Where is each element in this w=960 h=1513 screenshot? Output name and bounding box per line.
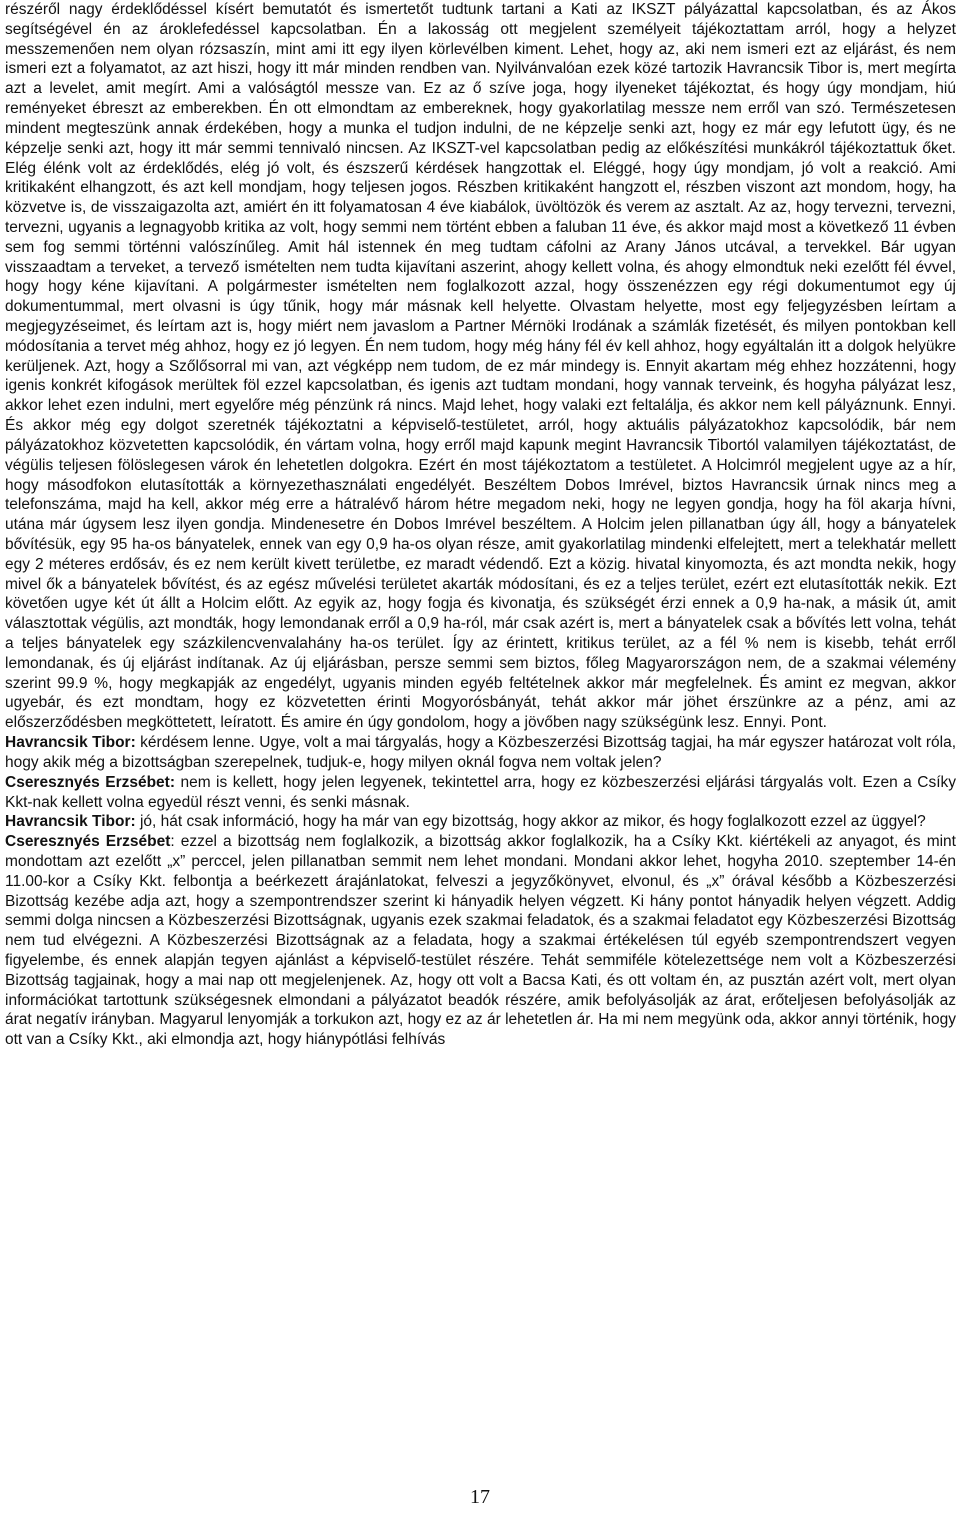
document-page xyxy=(5,0,956,1050)
speaker-name: Cseresznyés Erzsébet: xyxy=(5,773,176,791)
paragraph-cseresznyes-answer xyxy=(5,773,956,813)
speaker-name: Cseresznyés Erzsébet xyxy=(5,833,171,851)
paragraph-text: : ezzel a bizottság nem foglalkozik, a bizottság akkor foglalkozik, ha a Csíky Kkt. kiértékeli az anyagot, és mint mondottam azt ezelőtt „x” perccel, jelen pillanatban semmit nem lehet mondani. Mondani akkor lehet, hogyha 2010. szeptember 14-én 11.00-kor a Csíky Kkt. felbontja a beérkezett árajánlatokat, felveszi a jegyzőkönyvet, elvonul, és „x” órával később a Közbeszerzési Bizottság kezébe adja azt, hogy a szempontrendszer szerint ki hányadik helyen végzett. Ki hány pontot hányadik helyen végzett. Addig semmi dolga nincsen a Közbeszerzési Bizottságnak, ugyanis ezek szakmai feladatok, és a szakmai feladatot egy Közbeszerzési Bizottság nem tud elvégezni. A Közbeszerzési Bizottságnak az a feladata, hogy a szakmai értékelésen túl egyéb szempontrendszert vegyen figyelembe, és ennek alapján tegyen ajánlást a képviselő-testület részére. Tehát semmiféle kötelezettsége nem volt a Közbeszerzési Bizottság tagjainak, hogy a mai nap ott megjelenjenek. Az, hogy ott volt a Bacsa Kati, és ott voltam én, az pusztán azért volt, mert olyan információkat tartottunk szükségesnek elmondani a pályázatot beadók részére, amik befolyásolják az árat, erőteljesen befolyásolják az árat negatív irányban. Magyarul lenyomják a torkukon azt, hogy ez az ár lehetetlen ár. Ha mi nem megyünk oda, akkor annyi történik, hogy ott van a Csíky Kkt., aki elmondja azt, hogy hiánypótlási felhívás xyxy=(5,833,956,1049)
paragraph-havrancsik-question xyxy=(5,733,956,773)
paragraph-text: jó, hát csak információ, hogy ha már van egy bizottság, hogy akkor az mikor, és hogy foglalkozott ezzel az üggyel? xyxy=(135,813,926,831)
page-number: 17 xyxy=(470,1486,490,1508)
paragraph-text: kérdésem lenne. Ugye, volt a mai tárgyalás, hogy a Közbeszerzési Bizottság tagjai, ha már egyszer határozat volt róla, hogy akik még a bizottságban szerepelnek, tudjuk-e, hogy milyen oknál fogva nem voltak jelen? xyxy=(5,734,956,771)
paragraph-text: részéről nagy érdeklődéssel kísért bemutatót és ismertetőt tudtunk tartani a Kati az IKSZT pályázattal kapcsolatban, és az Ákos segítségével én az ároklefedéssel kapcsolatban. Én a lakosság ott megjelent személyeit tájékoztattam arról, hogy a helyzet messzemenően nem olyan rózsaszín, mint ami itt egy ilyen körlevélben kiment. Lehet, hogy az, aki nem ismeri ezt az eljárást, és nem ismeri ezt a folyamatot, az azt hiszi, hogy itt már minden rendben van. Nyilvánvalóan ezek közé tartozik Havrancsik Tibor is, mert megírta azt a levelet, amit megírt. Ami a valóságtól messze van. Ez az ő szíve joga, hogy ilyeneket tájékoztat, és hogy úgy mondjam, hiú reményeket ébreszt az emberekben. Én ott elmondtam az embereknek, hogy gyakorlatilag messze nem erről van szó. Természetesen mindent megteszünk annak érdekében, hogy a munka el tudjon indulni, de ne képzelje senki azt, hogy ez már egy lefutott ügy, és ne képzelje senki azt, hogy itt már semmi tennivaló nincsen. Az IKSZT-vel kapcsolatban pedig az előkészítési munkákról tájékoztattuk őket. Elég élénk volt az érdeklődés, elég jó volt, és észszerű kérdések hangzottak el. Eléggé, hogy úgy mondjam, jó volt a reakció. Ami kritikaként elhangzott, és azt kell mondjam, hogy teljesen jogos. Részben kritikaként hangzott el, részben viszont azt mondom, hogy, ha közvetve is, de visszaigazolta azt, amiért én itt folyamatosan 4 éve kiabálok, üvöltözök és verem az asztalt. Az az, hogy tervezni, tervezni, tervezni, ugyanis a legnagyobb kritika az volt, hogy semmi nem történt ebben a faluban 11 éve, és akkor majd most a következő 11 évben sem fog semmi történni valószínűleg. Amit hál istennek én meg tudtam cáfolni az Arany János utcával, a tervekkel. Bár ugyan visszaadtam a terveket, a tervező ismételten nem tudta kijavítani aszerint, ahogy kellett volna, és ahogy elmondtuk neki ezelőtt fél évvel, hogy hogy kéne kijavítani. A polgármester ismételten nem foglalkozott azzal, hogy összenézzen egy régi dokumentumot egy új dokumentummal, mert olvasni is úgy tűnik, hogy már másnak kell helyette. Olvastam helyette, most egy feljegyzésben leírtam a megjegyzéseimet, és leírtam azt is, hogy miért nem javaslom a Partner Mérnöki Irodának a számlák fizetését, és milyen pontokban kell módosítania a tervet még ahhoz, hogy ez jó legyen. Én nem tudom, hogy még hány fél év kell ahhoz, hogy egyáltalán itt a dolgok helyükre kerüljenek. Azt, hogy a Szőlősorral mi van, azt végképp nem tudom, de ez már mindegy is. Ennyit akartam még ehhez hozzátenni, hogy igenis konkrét kifogások merültek föl ezzel kapcsolatban, és igenis azt tudtam mondani, hogy vannak terveink, és hogyha pályázat lesz, akkor lehet ezen indulni, mert egyelőre még pénzünk rá nincs. Majd lehet, hogy valaki ezt feltalálja, és akkor nem kell pályáznunk. Ennyi. És akkor még egy dolgot szeretnék tájékoztatni a képviselő-testületet, arról, hogy aktuális pályázatokhoz kapcsolódik, bár nem pályázatokhoz közvetetten kapcsolódik, én vártam volna, hogy erről majd kapunk megint Havrancsik Tibortól valamilyen tájékoztatást, de végülis teljesen fölöslegesen várok én lehetetlen dolgokra. Ezért én most tájékoztatom a testületet. A Holcimról megjelent ugye az a hír, hogy másodfokon elutasították a környezethasználati engedélyét. Beszéltem Dobos Imrével, biztos Havrancsik úrnak nincs meg a telefonszáma, majd ha kell, akkor még erre a hátralévő három hétre megadom neki, hogy ne legyen gondja, hogy ha föl akarja hívni, utána már úgysem lesz ilyen gondja. Mindenesetre én Dobos Imrével beszéltem. A Holcim jelen pillanatban úgy áll, hogy a bányatelek bővítésük, egy 95 ha-os bányatelek, ennek van egy 0,9 ha-os olyan része, amit gyakorlatilag mindenki elfelejtett, mert a telekhatár mellett egy 2 méteres erdősáv, és ez nem került kivett területbe, ez maradt védendő. Ezt a közig. hivatal kinyomozta, és azt mondta nekik, hogy mivel ők a bányatelek bővítést, és az egész művelési területet akarták módosítani, és ez a teljes terület, ezért ezt elutasították nekik. Ezt követően ugye két út állt a Holcim előtt. Az egyik az, hogy fogja és kivonatja, és szükségét érzi ennek a 0,9 ha-nak, a másik út, amit választottak végülis, azt mondták, hogy lemondanak erről a 0,9 ha-ról, már csak azért is, mert a bányatelek csak a bővítés lett volna, tehát a teljes bányatelek egy százkilencvenvalahány ha-os terület. Így az érintett, kritikus terület, az a fél % nem is kisebb, tehát erről lemondanak, és új eljárást indítanak. Az új eljárásban, persze semmi sem biztos, főleg Magyarországon nem, de a szakmai vélemény szerint 99.9 %, hogy megkapják az engedélyt, ugyanis minden egyéb feltételnek akkor már megfelelnek. És amint ez megvan, akkor ugyebár, és ezt mondtam, hogy ez közvetetten érinti Mogyorósbányát, tehát akkor már jöhet érszünkre az a pénz, ami az előszerződésben megköttetett, leíratott. És amire én úgy gondolom, hogy a jövőben nagy szükségünk lesz. Ennyi. Pont. xyxy=(5,1,956,732)
paragraph-text: nem is kellett, hogy jelen legyenek, tekintettel arra, hogy ez közbeszerzési eljárási tárgyalás volt. Ezen a Csíky Kkt-nak kellett volna egyedül részt venni, és senki másnak. xyxy=(5,773,956,811)
paragraph-cseresznyes-explanation xyxy=(5,832,956,1050)
paragraph-mayor-report xyxy=(5,0,956,733)
speaker-name: Havrancsik Tibor: xyxy=(5,813,136,831)
speaker-name: Havrancsik Tibor: xyxy=(5,734,136,752)
paragraph-havrancsik-followup xyxy=(5,812,956,832)
